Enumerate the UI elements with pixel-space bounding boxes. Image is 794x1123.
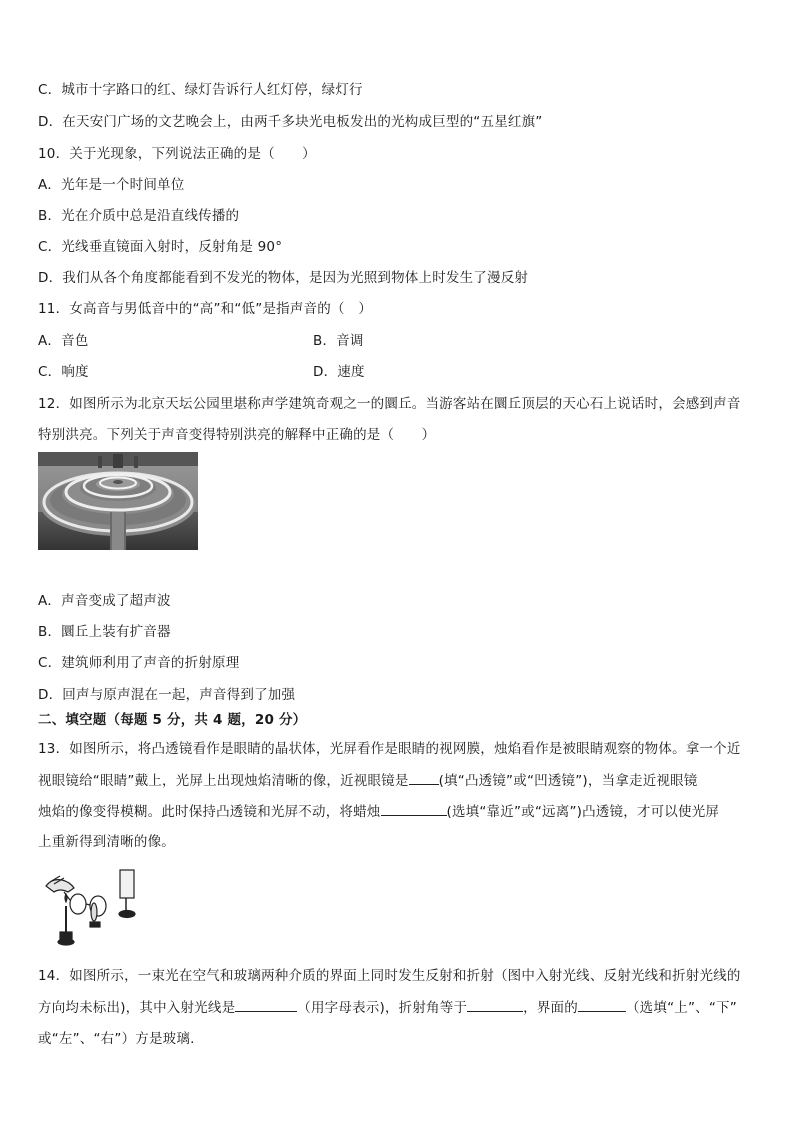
- q11-option-b: B．音调: [313, 333, 364, 349]
- q14-line2-text-c: ，界面的: [523, 1000, 578, 1016]
- q10-option-c: C．光线垂直镜面入射时，反射角是 90°: [38, 239, 283, 255]
- q12-stem-line1: 12．如图所示为北京天坛公园里堪称声学建筑奇观之一的圜丘。当游客站在圜丘顶层的天心石上说话时，会感到声音: [38, 396, 741, 412]
- q12-option-c: C．建筑师利用了声音的折射原理: [38, 655, 240, 671]
- q14-line2-text-d: （选填“上”、“下”: [625, 1000, 737, 1016]
- q11-option-c: C．响度: [38, 364, 89, 380]
- q14-line1: 14．如图所示，一束光在空气和玻璃两种介质的界面上同时发生反射和折射（图中入射光线、反射光线和折射光线的: [38, 968, 741, 984]
- section-title-fill-in: 二、填空题（每题 5 分，共 4 题，20 分）: [38, 712, 307, 728]
- q12-option-a: A．声音变成了超声波: [38, 593, 171, 609]
- q11-option-a: A．音色: [38, 333, 89, 349]
- q13-line1: 13．如图所示，将凸透镜看作是眼睛的晶状体，光屏看作是眼睛的视网膜，烛焰看作是被眼睛观察的物体。拿一个近: [38, 741, 741, 757]
- q11-option-d: D．速度: [313, 364, 365, 380]
- q9-option-d: D．在天安门广场的文艺晚会上，由两千多块光电板发出的光构成巨型的“五星红旗”: [38, 114, 543, 130]
- q14-line2: [38, 997, 737, 1018]
- q14-blank-3[interactable]: [578, 997, 626, 1012]
- q13-line3-text-a: 烛焰的像变得模糊。此时保持凸透镜和光屏不动，将蜡烛: [38, 804, 381, 820]
- q10-option-b: B．光在介质中总是沿直线传播的: [38, 208, 240, 224]
- q14-blank-2[interactable]: [467, 997, 523, 1012]
- q12-option-b: B．圜丘上装有扩音器: [38, 624, 171, 640]
- q13-blank-2[interactable]: [381, 801, 447, 816]
- q13-line3: [38, 801, 719, 822]
- q13-blank-1[interactable]: [409, 770, 439, 785]
- q11-stem: 11．女高音与男低音中的“高”和“低”是指声音的（ ）: [38, 301, 373, 317]
- q14-blank-1[interactable]: [235, 997, 297, 1012]
- q13-line4: 上重新得到清晰的像。: [38, 834, 175, 850]
- q13-line2: [38, 770, 698, 791]
- q10-stem: 10．关于光现象，下列说法正确的是（ ）: [38, 146, 316, 162]
- q10-option-d: D．我们从各个角度都能看到不发光的物体，是因为光照到物体上时发生了漫反射: [38, 270, 529, 286]
- eye-model-experiment-diagram: [40, 864, 148, 948]
- q13-line2-text-a: 视眼镜给“眼睛”戴上，光屏上出现烛焰清晰的像，近视眼镜是: [38, 773, 409, 789]
- q13-line3-text-b: (选填“靠近”或“远离”)凸透镜，才可以使光屏: [446, 804, 720, 820]
- q12-option-d: D．回声与原声混在一起，声音得到了加强: [38, 687, 296, 703]
- q12-stem-line2: 特别洪亮。下列关于声音变得特别洪亮的解释中正确的是（ ）: [38, 427, 436, 443]
- q13-line2-text-b: (填“凸透镜”或“凹透镜”)，当拿走近视眼镜: [438, 773, 698, 789]
- q9-option-c: C．城市十字路口的红、绿灯告诉行人红灯停，绿灯行: [38, 82, 363, 98]
- q10-option-a: A．光年是一个时间单位: [38, 177, 185, 193]
- circular-mound-altar-photo: [38, 452, 198, 550]
- q14-line2-text-a: 方向均未标出)，其中入射光线是: [38, 1000, 236, 1016]
- q14-line2-text-b: （用字母表示)，折射角等于: [297, 1000, 468, 1016]
- q14-line3: 或“左”、“右”）方是玻璃.: [38, 1031, 195, 1047]
